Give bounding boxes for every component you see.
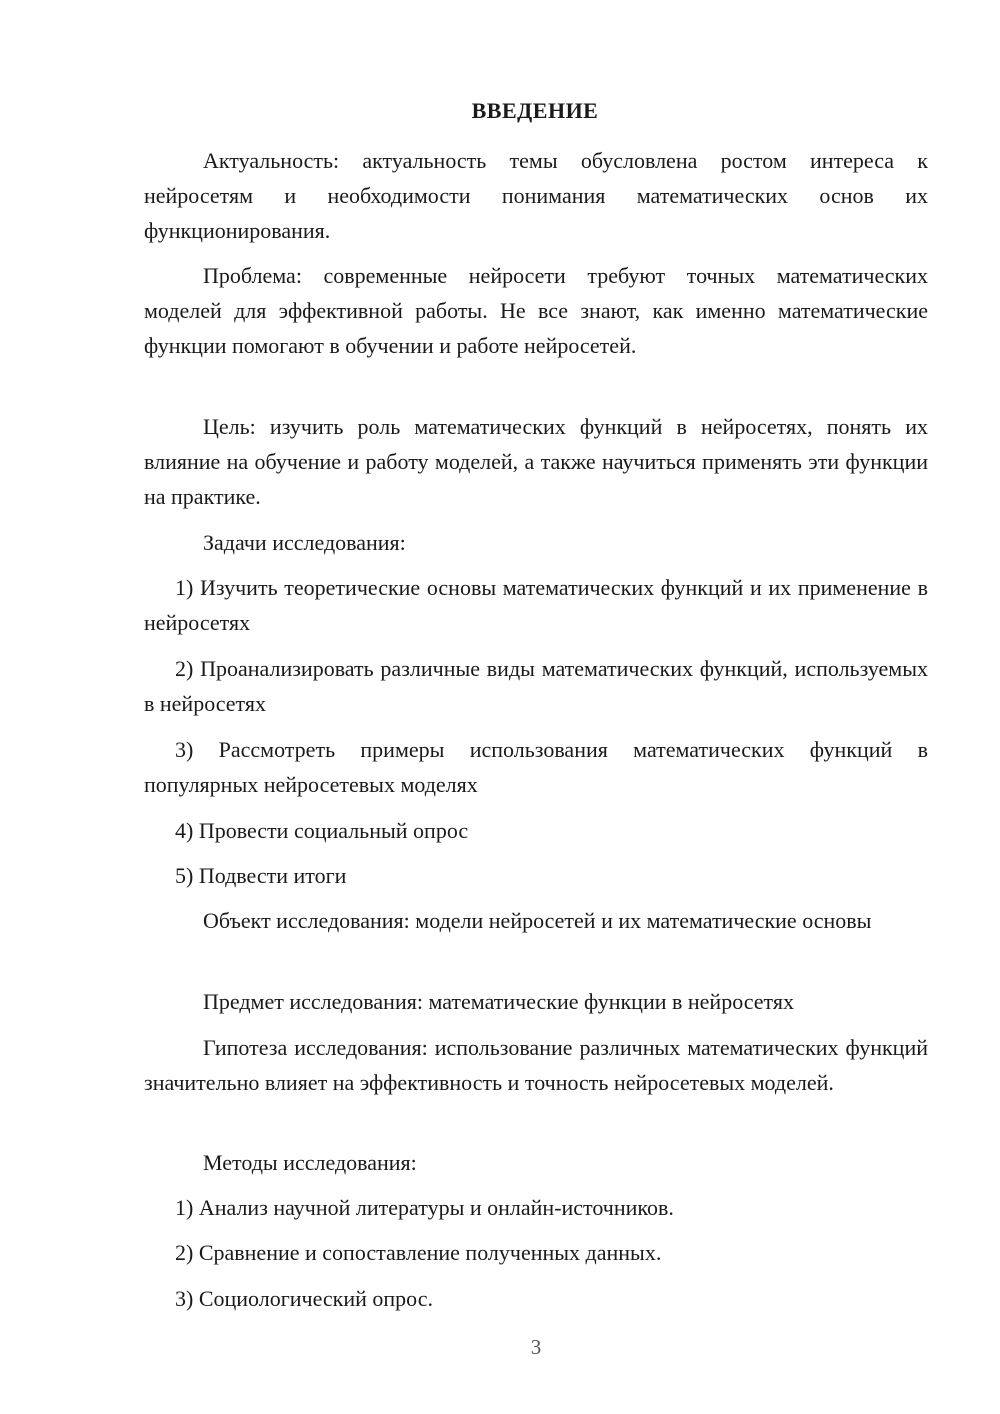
methods-heading: Методы исследования: <box>203 1150 417 1175</box>
task-item-3: 3) Рассмотреть примеры использования математических функций в популярных нейросетевых моделях <box>144 737 928 797</box>
task-item-2: 2) Проанализировать различные виды математических функций, используемых в нейросетях <box>144 656 928 716</box>
page-title: ВВЕДЕНИЕ <box>471 98 599 123</box>
task-item-4: 4) Провести социальный опрос <box>175 818 469 843</box>
paragraph-relevance: Актуальность: актуальность темы обусловлена ростом интереса к нейросетям и необходимости понимания математических основ их функционирования. <box>144 148 928 243</box>
method-item-3: 3) Социологический опрос. <box>175 1286 433 1311</box>
tasks-heading: Задачи исследования: <box>203 530 406 555</box>
paragraph-hypothesis: Гипотеза исследования: использование различных математических функций значительно влияет на эффективность и точность нейросетевых моделей. <box>144 1035 928 1095</box>
paragraph-goal: Цель: изучить роль математических функций в нейросетях, понять их влияние на обучение и работу моделей, а также научиться применять эти функции на практике. <box>144 414 928 509</box>
task-item-5: 5) Подвести итоги <box>175 863 347 888</box>
method-item-1: 1) Анализ научной литературы и онлайн-источников. <box>175 1195 674 1220</box>
task-item-1: 1) Изучить теоретические основы математических функций и их применение в нейросетях <box>144 575 928 635</box>
page-number: 3 <box>530 1335 542 1359</box>
paragraph-subject: Предмет исследования: математические функции в нейросетях <box>203 989 794 1014</box>
paragraph-object: Объект исследования: модели нейросетей и их математические основы <box>203 908 872 933</box>
method-item-2: 2) Сравнение и сопоставление полученных данных. <box>175 1240 662 1265</box>
paragraph-problem: Проблема: современные нейросети требуют точных математических моделей для эффективной работы. Не все знают, как именно математические функции помогают в обучении и работе нейросетей. <box>144 263 928 358</box>
